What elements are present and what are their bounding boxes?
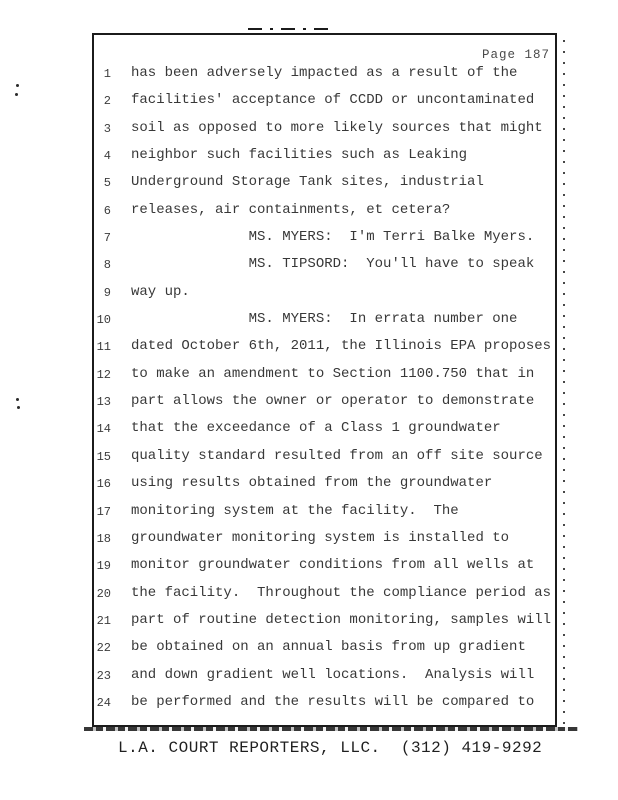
line-number: 19 (96, 559, 111, 574)
transcript-line (94, 503, 555, 530)
line-text: MS. MYERS: I'm Terri Balke Myers. (131, 229, 535, 246)
transcript-line (94, 366, 555, 393)
line-text: the facility. Throughout the compliance period as (131, 584, 552, 601)
line-text: Underground Storage Tank sites, industrial (131, 174, 484, 191)
line-number: 5 (103, 176, 111, 191)
line-text: part of routine detection monitoring, samples will (131, 611, 552, 628)
scan-artifact-top-dashes (248, 28, 334, 30)
line-text: that the exceedance of a Class 1 groundwater (131, 420, 501, 437)
transcript-line (94, 475, 555, 502)
line-text: soil as opposed to more likely sources that might (131, 119, 543, 136)
transcript-line (94, 174, 555, 201)
transcript-line (94, 420, 555, 447)
transcript-line (94, 530, 555, 557)
line-text: monitoring system at the facility. The (131, 502, 459, 519)
line-number: 12 (96, 367, 111, 382)
transcript-line (94, 65, 555, 92)
transcript-line (94, 92, 555, 119)
line-number: 20 (96, 586, 111, 601)
line-number: 10 (96, 313, 111, 328)
page-number-label: Page 187 (481, 48, 550, 62)
line-number: 24 (96, 695, 111, 710)
line-number: 6 (103, 203, 111, 218)
line-number: 23 (96, 668, 111, 683)
line-text: to make an amendment to Section 1100.750 that in (131, 365, 535, 382)
line-text: and down gradient well locations. Analysis will (131, 666, 535, 683)
line-text: way up. (131, 283, 190, 300)
transcript-line (94, 585, 555, 612)
line-text: facilities' acceptance of CCDD or uncontaminated (131, 92, 535, 109)
line-text: monitor groundwater conditions from all wells at (131, 557, 535, 574)
scan-artifact-bottom-smudge (84, 727, 578, 731)
line-number: 3 (103, 121, 111, 136)
line-number: 13 (96, 395, 111, 410)
transcript-line (94, 147, 555, 174)
line-text: MS. TIPSORD: You'll have to speak (131, 256, 535, 273)
scan-artifact-right-dotted-line (563, 40, 565, 728)
scan-artifact-dot (16, 84, 19, 87)
line-text: has been adversely impacted as a result of the (131, 65, 518, 81)
line-number: 22 (96, 641, 111, 656)
line-text: releases, air containments, et cetera? (131, 201, 451, 218)
reporter-footer: L.A. COURT REPORTERS, LLC. (312) 419-9292 (118, 739, 543, 757)
line-text: MS. MYERS: In errata number one (131, 311, 518, 328)
transcript-line (94, 694, 555, 721)
line-number: 4 (103, 149, 111, 164)
line-number: 7 (103, 231, 111, 246)
transcript-line (94, 229, 555, 256)
line-text: neighbor such facilities such as Leaking (131, 147, 468, 164)
line-text: quality standard resulted from an off site source (131, 447, 543, 464)
line-text: using results obtained from the groundwater (131, 475, 493, 492)
scan-artifact-dot (17, 406, 20, 409)
transcript-line (94, 557, 555, 584)
transcript-line (94, 393, 555, 420)
line-number: 1 (103, 67, 111, 81)
line-text: dated October 6th, 2011, the Illinois EPA proposes (131, 338, 552, 355)
line-number: 11 (96, 340, 111, 355)
line-number: 16 (96, 477, 111, 492)
line-number: 9 (103, 285, 111, 300)
line-number: 15 (96, 449, 111, 464)
line-text: be performed and the results will be compared to (131, 693, 535, 710)
transcript-line (94, 256, 555, 283)
transcript-lines (94, 65, 555, 721)
line-number: 21 (96, 613, 111, 628)
line-number: 18 (96, 531, 111, 546)
transcript-line (94, 202, 555, 229)
line-number: 2 (103, 94, 111, 109)
transcript-line (94, 448, 555, 475)
line-text: groundwater monitoring system is installed to (131, 529, 510, 546)
transcript-line (94, 311, 555, 338)
line-number: 8 (103, 258, 111, 273)
transcript-line (94, 284, 555, 311)
scan-artifact-dot (15, 93, 18, 96)
transcript-line (94, 338, 555, 365)
line-number: 14 (96, 422, 111, 437)
transcript-line (94, 120, 555, 147)
transcript-line (94, 639, 555, 666)
line-text: part allows the owner or operator to demonstrate (131, 393, 535, 410)
page-border-box (92, 33, 557, 727)
line-number: 17 (96, 504, 111, 519)
scan-artifact-dot (16, 398, 19, 401)
line-text: be obtained on an annual basis from up gradient (131, 639, 526, 656)
transcript-line (94, 612, 555, 639)
transcript-line (94, 667, 555, 694)
